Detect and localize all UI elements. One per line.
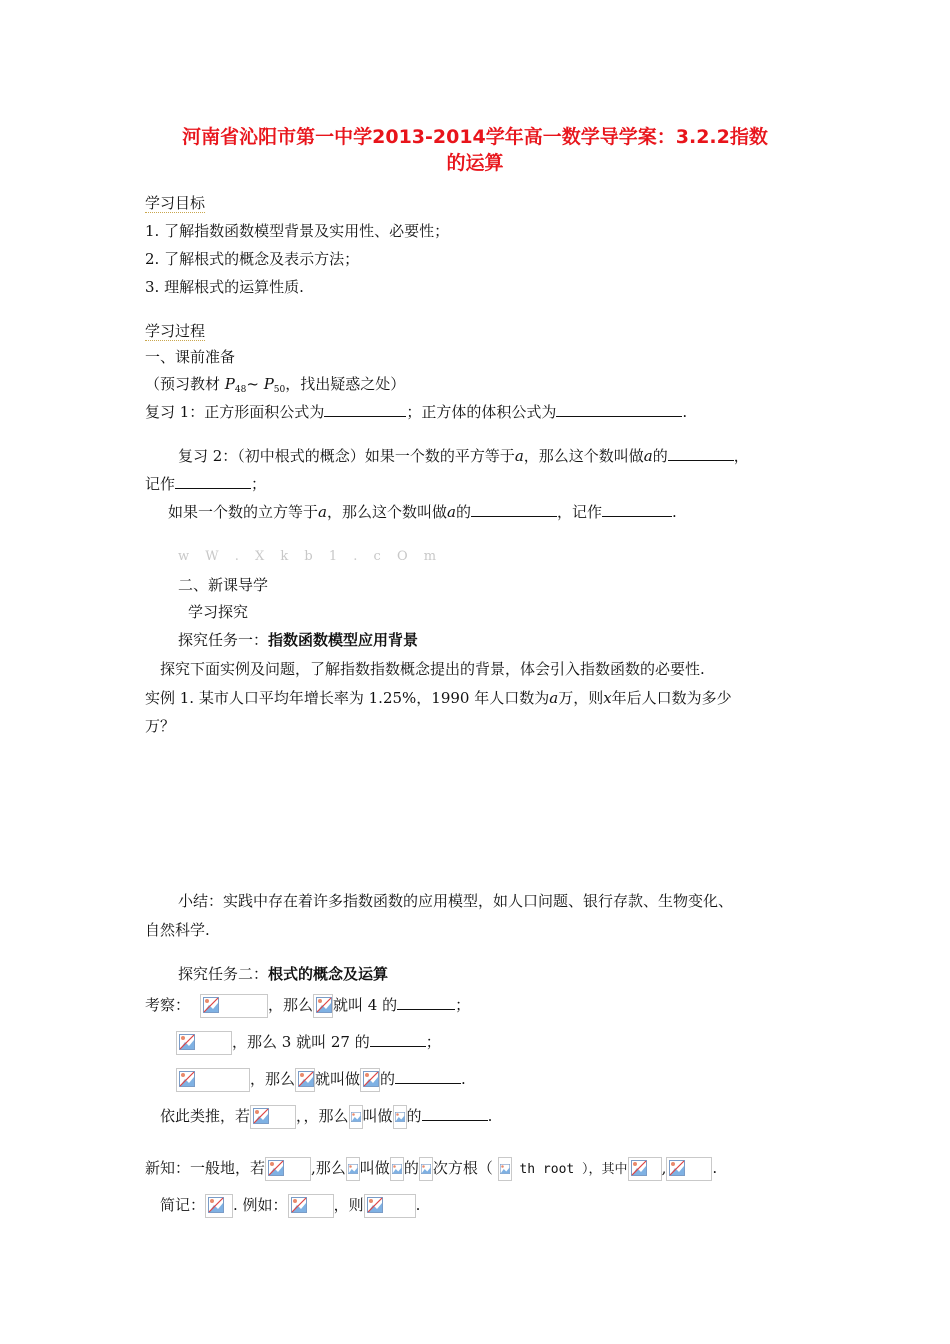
broken-image-icon: [298, 1071, 314, 1087]
formula-image: [176, 1068, 250, 1092]
observe-row-3: ，那么 就叫做 的 .: [176, 1066, 466, 1092]
page-title: [110, 124, 840, 176]
formula-image: [364, 1194, 416, 1218]
broken-image-icon: [208, 1197, 224, 1213]
formula-image: [288, 1194, 334, 1218]
formula-image: [200, 994, 268, 1018]
broken-image-icon: [392, 1164, 402, 1174]
formula-image: [390, 1157, 404, 1181]
section-1-heading: 一、课前准备: [145, 348, 236, 366]
review-2: 复习 2：（初中根式的概念）如果一个数的平方等于a，那么这个数叫做a的 ，: [178, 447, 749, 465]
broken-image-icon: [268, 1160, 284, 1176]
review-1: 复习 1：正方形面积公式为 ；正方体的体积公式为 .: [145, 403, 688, 421]
goal-item-1: 1. 了解指数函数模型背景及实用性、必要性；: [145, 222, 450, 240]
blank-square-root-notation[interactable]: [175, 474, 251, 489]
task-2-heading: 探究任务二：根式的概念及运算: [178, 965, 389, 983]
blank-obs-3[interactable]: [395, 1069, 461, 1084]
formula-image: [419, 1157, 433, 1181]
review-2-line2: 记作 ；: [145, 475, 267, 493]
explore-heading: 学习探究: [188, 603, 249, 621]
title-line-1: 河南省沁阳市第一中学2013-2014学年高一数学导学案：3.2.2指数: [182, 126, 768, 148]
formula-image: [313, 994, 333, 1018]
goal-item-3: 3. 理解根式的运算性质.: [145, 278, 304, 296]
broken-image-icon: [669, 1160, 685, 1176]
formula-image: [666, 1157, 712, 1181]
analogy-row: 依此类推，若 ，，那么 叫做 的 .: [160, 1103, 492, 1129]
blank-obs-2[interactable]: [370, 1032, 426, 1047]
broken-image-icon: [203, 997, 219, 1013]
broken-image-icon: [253, 1108, 269, 1124]
formula-image: [346, 1157, 360, 1181]
broken-image-icon: [500, 1164, 510, 1174]
summary-line-1: 小结：实践中存在着许多指数函数的应用模型，如人口问题、银行存款、生物变化、: [178, 892, 734, 910]
formula-image: [628, 1157, 662, 1181]
formula-image: [498, 1157, 512, 1181]
broken-image-icon: [316, 997, 332, 1013]
formula-image: [393, 1105, 407, 1129]
preview-line: （预习教材 $P_{48}\sim$ $P_{50}$，找出疑惑之处）: [145, 375, 406, 395]
brief-row: 简记： . 例如： ，则 .: [160, 1192, 420, 1218]
observe-row-1: 考察： ，那么 就叫 4 的 ；: [145, 992, 470, 1018]
blank-square-root-name[interactable]: [668, 446, 734, 461]
broken-image-icon: [631, 1160, 647, 1176]
broken-image-icon: [291, 1197, 307, 1213]
blank-cube-root-notation[interactable]: [602, 502, 672, 517]
process-heading: 学习过程: [145, 322, 206, 340]
title-line-2: 的运算: [446, 152, 504, 174]
broken-image-icon: [179, 1034, 195, 1050]
broken-image-icon: [351, 1112, 361, 1122]
example-1: 实例 1. 某市人口平均年增长率为 1.25%，1990 年人口数为a万，则x年后人口数为多少: [145, 689, 732, 707]
goal-item-2: 2. 了解根式的概念及表示方法；: [145, 250, 360, 268]
goals-heading: 学习目标: [145, 194, 206, 212]
broken-image-icon: [421, 1164, 431, 1174]
formula-image: [250, 1105, 296, 1129]
watermark: w W . X k b 1 . c O m: [178, 549, 443, 564]
broken-image-icon: [179, 1071, 195, 1087]
section-2-heading: 二、新课导学: [178, 576, 269, 594]
example-1-line2: 万？: [145, 717, 176, 735]
blank-square-area[interactable]: [324, 402, 406, 417]
task-1-heading: 探究任务一：指数函数模型应用背景: [178, 631, 419, 649]
formula-image: [176, 1031, 232, 1055]
broken-image-icon: [395, 1112, 405, 1122]
summary-line-2: 自然科学.: [145, 921, 210, 939]
broken-image-icon: [348, 1164, 358, 1174]
formula-image: [205, 1194, 233, 1218]
task-1-description: 探究下面实例及问题，了解指数指数概念提出的背景，体会引入指数函数的必要性.: [160, 660, 705, 678]
blank-cube-root-name[interactable]: [471, 502, 557, 517]
new-knowledge-row: 新知：一般地，若 ,那么 叫做 的 次方根（ th root ），其中 , .: [145, 1155, 717, 1183]
formula-image: [295, 1068, 315, 1092]
observe-row-2: ，那么 3 就叫 27 的 ；: [176, 1029, 441, 1055]
formula-image: [265, 1157, 311, 1181]
blank-cube-volume[interactable]: [556, 402, 682, 417]
blank-obs-1[interactable]: [397, 995, 455, 1010]
broken-image-icon: [363, 1071, 379, 1087]
blank-analogy[interactable]: [422, 1106, 488, 1121]
formula-image: [360, 1068, 380, 1092]
broken-image-icon: [367, 1197, 383, 1213]
review-3: 如果一个数的立方等于a，那么这个数叫做a的 ，记作 .: [168, 503, 677, 521]
formula-image: [349, 1105, 363, 1129]
